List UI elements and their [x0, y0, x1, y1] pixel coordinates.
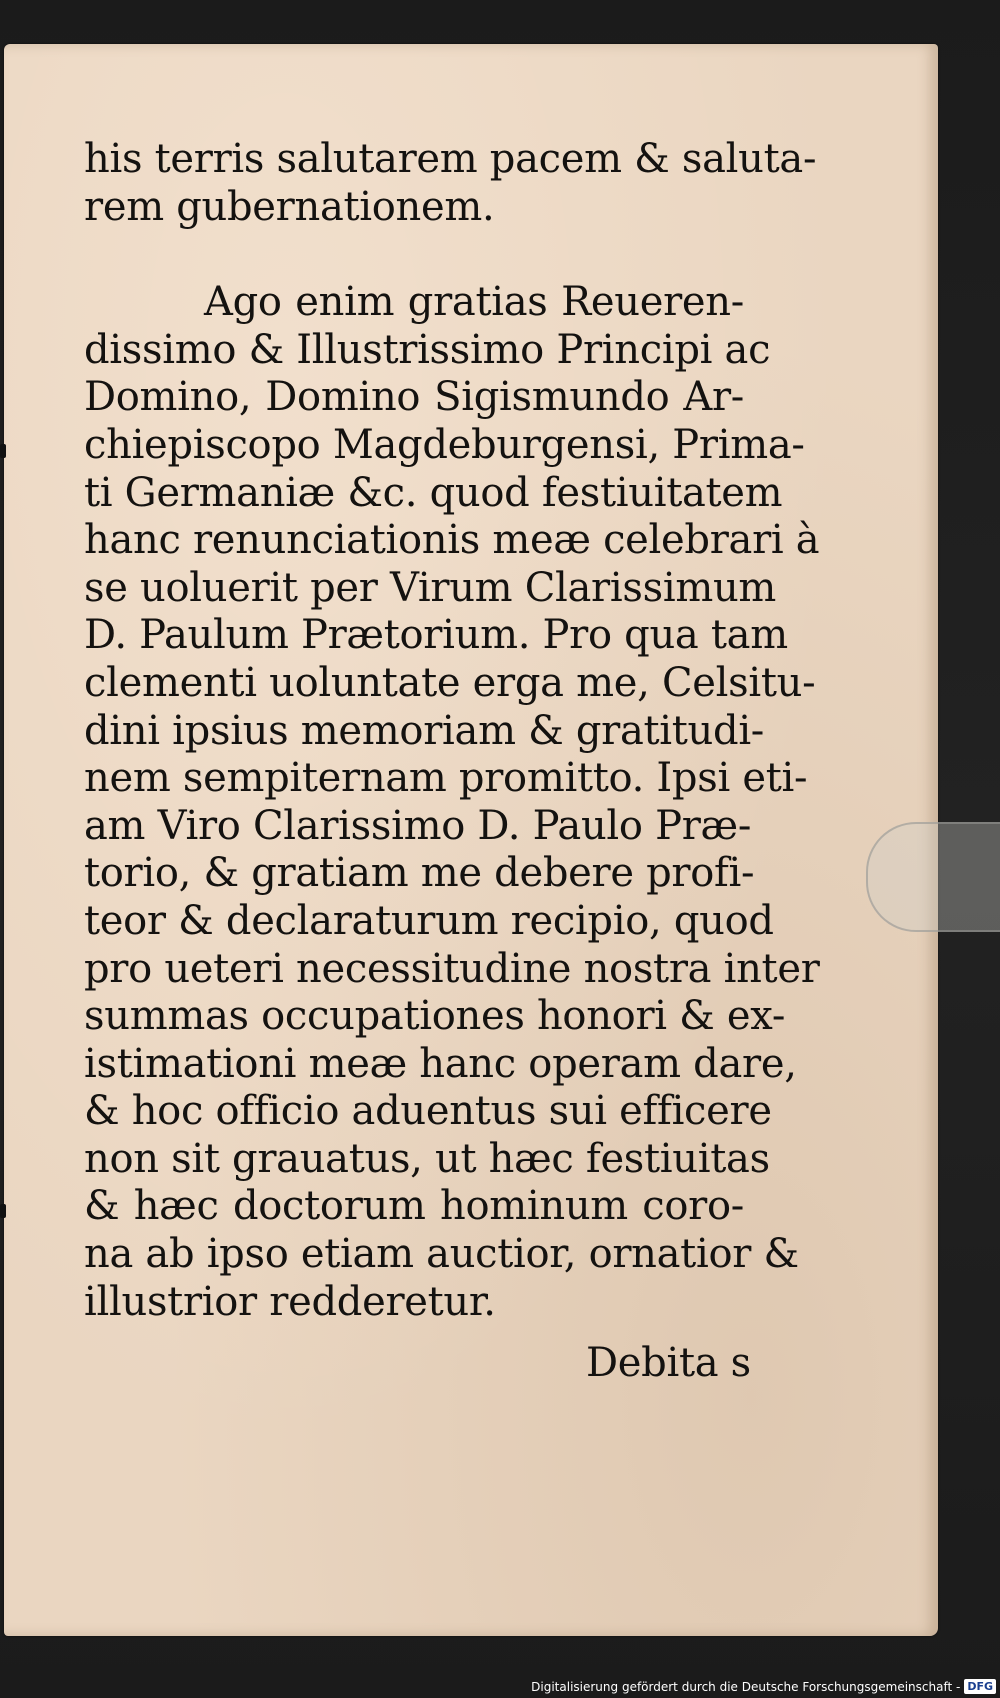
text-line: & hoc officio aduentus sui efficere — [84, 1088, 772, 1135]
text-line: Ago enim gratias Reueren- — [204, 279, 744, 326]
text-line: ti Germaniæ &c. quod festiuitatem — [84, 469, 783, 516]
text-line: summas occupationes honori & ex- — [84, 993, 786, 1040]
text-line: his terris salutarem pacem & saluta- — [84, 136, 817, 182]
funding-credit: Digitalisierung gefördert durch die Deutsche Forschungsgemeinschaft - — [531, 1679, 961, 1694]
text-line: dini ipsius memoriam & gratitudi- — [84, 707, 765, 754]
text-line: teor & declaraturum recipio, quod — [84, 897, 774, 944]
text-line: am Viro Clarissimo D. Paulo Præ- — [84, 802, 752, 849]
binding-mark — [0, 444, 6, 458]
page-text — [84, 136, 820, 1326]
text-line: clementi uoluntate erga me, Celsitu- — [84, 659, 816, 706]
text-line: chiepiscopo Magdeburgensi, Prima- — [84, 421, 805, 468]
text-line: D. Paulum Prætorium. Pro qua tam — [84, 612, 788, 659]
text-line: non sit grauatus, ut hæc festiuitas — [84, 1135, 770, 1182]
footer — [531, 1679, 996, 1694]
text-line: torio, & gratiam me debere profi- — [84, 850, 755, 897]
page-clip — [866, 822, 1000, 932]
text-line: nem sempiternam promitto. Ipsi eti- — [84, 755, 808, 802]
text-line: se uoluerit per Virum Clarissimum — [84, 564, 777, 611]
text-line: dissimo & Illustrissimo Principi ac — [84, 326, 771, 373]
text-line: istimationi meæ hanc operam dare, — [84, 1040, 797, 1087]
catchword: Debita s — [586, 1340, 751, 1386]
text-line: Domino, Domino Sigismundo Ar- — [84, 374, 744, 421]
text-line: illustrior redderetur. — [84, 1278, 496, 1325]
text-line: hanc renunciationis meæ celebrari à — [84, 517, 820, 564]
text-line: & hæc doctorum hominum coro- — [84, 1183, 744, 1230]
text-line: na ab ipso etiam auctior, ornatior & — [84, 1231, 799, 1278]
text-line: rem gubernationem. — [84, 183, 495, 230]
text-line: pro ueteri necessitudine nostra inter — [84, 945, 820, 992]
dfg-logo: DFG — [964, 1679, 996, 1694]
paragraph-gap — [84, 231, 744, 279]
binding-mark — [0, 1204, 6, 1218]
